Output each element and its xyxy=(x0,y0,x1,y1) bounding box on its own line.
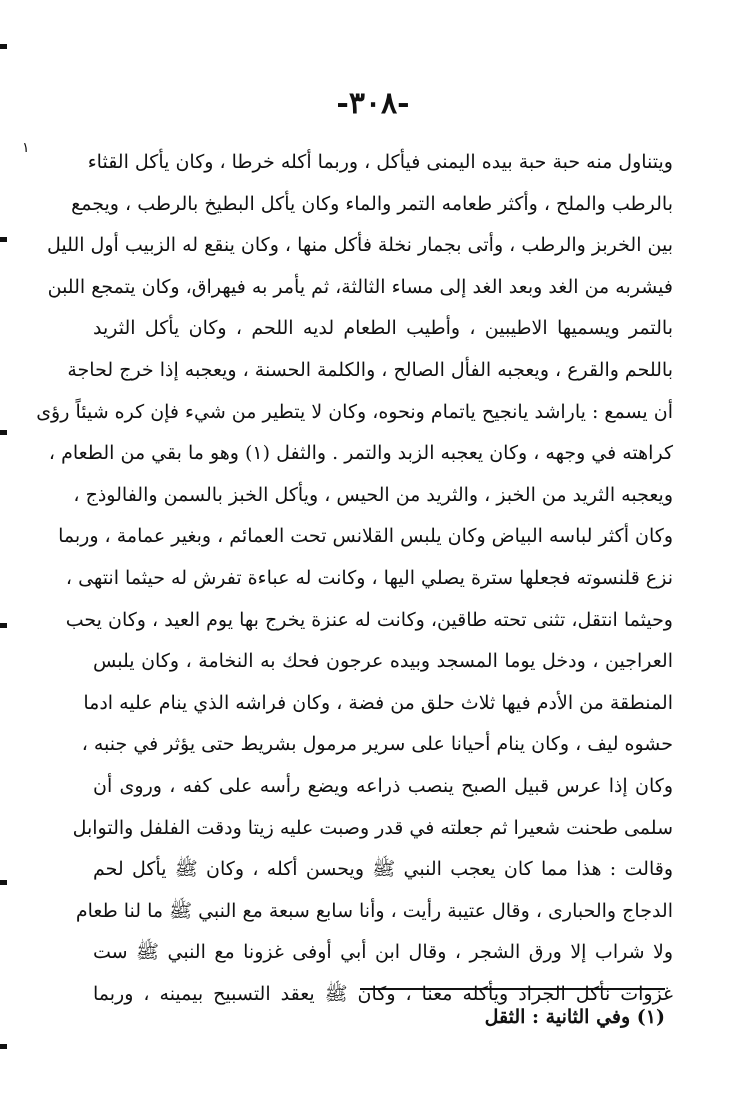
text-line: باللحم والقرع ، ويعجبه الفأل الصالح ، والكلمة الحسنة ، ويعجبه إذا خرج لحاجة xyxy=(67,358,673,381)
text-line: وكان إذا عرس قبيل الصبح ينصب ذراعه ويضع رأسه على كفه ، وروى أن xyxy=(93,774,673,797)
text-line: أن يسمع : ياراشد يانجيح ياتمام ونحوه، وكان لا يتطير من شيء فإن كره شيئاً رؤى xyxy=(36,400,673,423)
text-line: حشوه ليف ، وكان ينام أحيانا على سرير مرمول بشريط حتى يؤثر في جنبه ، xyxy=(81,733,673,756)
scan-edge-mark xyxy=(0,880,7,885)
body-text xyxy=(36,142,673,1015)
text-line: بين الخربز والرطب ، وأتى بجمار نخلة فأكل منها ، وكان ينقع له الزبيب أول الليل xyxy=(47,234,673,257)
margin-mark: ١ xyxy=(22,140,30,156)
footnote: (١) وفي الثانية : الثقل xyxy=(484,1006,665,1028)
text-line: غزوات نأكل الجراد ويأكله معنا ، وكان ﷺ يعقد التسبيح بيمينه ، وربما xyxy=(93,982,673,1005)
text-line: بالرطب والملح ، وأكثر طعامه التمر والماء وكان يأكل البطيخ بالرطب ، ويجمع xyxy=(71,192,673,215)
page-number: -٣٠٨- xyxy=(336,86,410,121)
scan-edge-mark xyxy=(0,237,7,242)
scan-edge-mark xyxy=(0,430,7,435)
text-line: سلمى طحنت شعيرا ثم جعلته في قدر وصبت عليه زيتا ودقت الفلفل والتوابل xyxy=(72,816,673,839)
text-line: المنطقة من الأدم فيها ثلاث حلق من فضة ، وكان فراشه الذي ينام عليه ادما xyxy=(83,691,673,714)
text-line: الدجاج والحبارى ، وقال عتيبة رأيت ، وأنا سابع سبعة مع النبي ﷺ ما لنا طعام xyxy=(75,899,673,922)
text-line: وكان أكثر لباسه البياض وكان يلبس القلانس تحت العمائم ، وبغير عمامة ، وربما xyxy=(58,525,673,548)
text-line: بالتمر ويسميها الاطيبين ، وأطيب الطعام لديه اللحم ، وكان يأكل الثريد xyxy=(93,317,673,340)
text-line: فيشربه من الغد وبعد الغد إلى مساء الثالثة، ثم يأمر به فيهراق، وكان يتمجع اللبن xyxy=(47,275,673,298)
text-line: ولا شراب إلا ورق الشجر ، وقال ابن أبي أوفى غزونا مع النبي ﷺ ست xyxy=(93,941,673,964)
scan-edge-mark xyxy=(0,1044,7,1049)
text-line: وحيثما انتقل، تثنى تحته طاقين، وكانت له عنزة يخرج بها يوم العيد ، وكان يحب xyxy=(65,608,673,631)
scan-edge-mark xyxy=(0,44,7,49)
text-line: العراجين ، ودخل يوما المسجد وبيده عرجون فحك به النخامة ، وكان يلبس xyxy=(93,650,673,673)
text-line: كراهته في وجهه ، وكان يعجبه الزبد والتمر . والثفل (١) وهو ما بقي من الطعام ، xyxy=(48,442,673,465)
scan-edge-mark xyxy=(0,623,7,628)
text-line: ويعجبه الثريد من الخبز ، والثريد من الحيس ، ويأكل الخبز بالسمن والفالوذج ، xyxy=(73,483,673,506)
text-line: نزع قلنسوته فجعلها سترة يصلي اليها ، وكانت له عباءة تفرش له حيثما انتهى ، xyxy=(65,566,673,589)
footnote-rule xyxy=(360,988,665,990)
text-line: ويتناول منه حبة حبة بيده اليمنى فيأكل ، وربما أكله خرطا ، وكان يأكل القثاء xyxy=(87,151,673,173)
text-line: وقالت : هذا مما كان يعجب النبي ﷺ ويحسن أكله ، وكان ﷺ يأكل لحم xyxy=(93,858,673,881)
